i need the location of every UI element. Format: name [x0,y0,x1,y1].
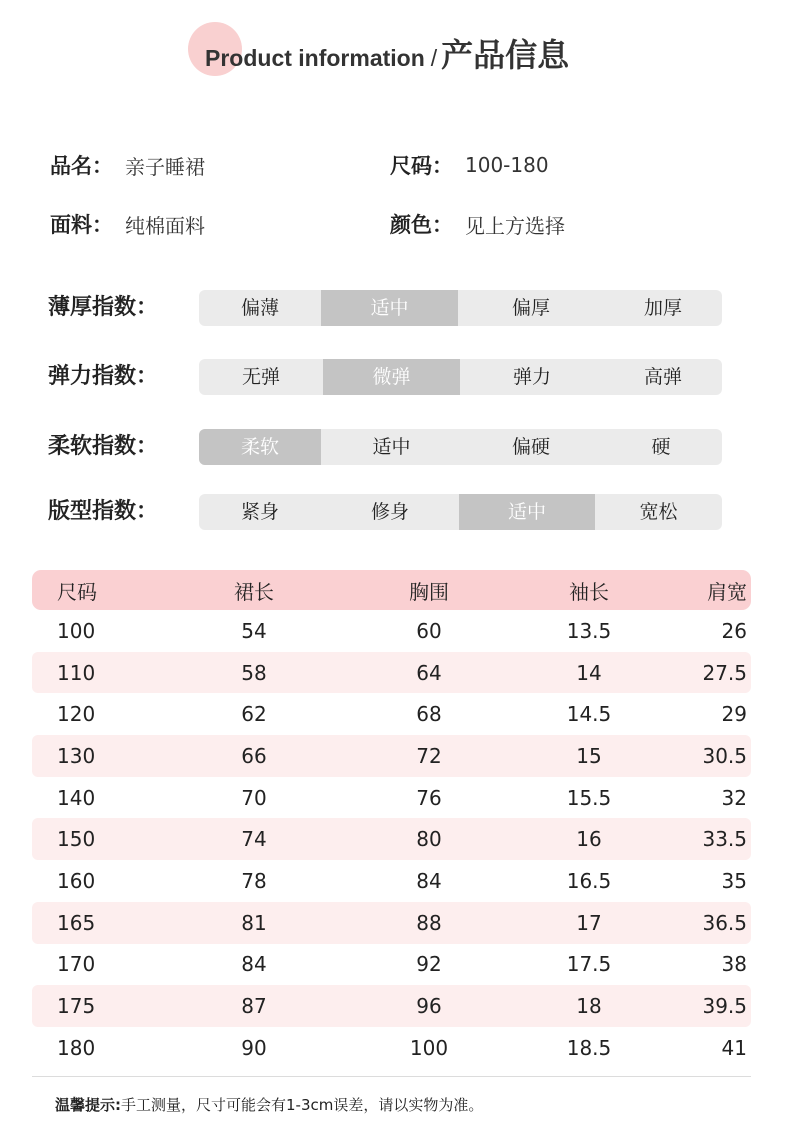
index-scale [199,494,722,530]
table-cell: 41 [721,1035,747,1060]
index-scale [199,359,722,395]
table-cell: 62 [241,702,267,727]
info-colon: ： [92,213,113,237]
table-row [32,777,751,819]
table-header-dress-length: 裙长 [234,579,274,604]
info-item-fabric [50,206,205,242]
table-cell: 84 [241,952,267,977]
index-row-fit [0,493,790,531]
index-option: 弹力 [512,366,551,388]
index-scale [199,429,722,465]
info-value: 100-180 [465,153,549,177]
table-cell: 87 [241,994,267,1019]
info-value: 见上方选择 [465,213,565,238]
table-cell: 100 [409,1035,449,1060]
table-cell: 16.5 [566,868,612,893]
table-cell: 38 [721,952,747,977]
index-option: 适中 [459,494,595,530]
table-cell: 26 [721,618,747,643]
index-option: 高弹 [643,366,682,388]
table-cell: 60 [416,618,442,643]
table-cell: 16 [576,827,602,852]
info-row-2 [0,206,790,242]
table-cell: 81 [241,910,267,935]
table-cell: 78 [241,868,267,893]
table-cell: 160 [57,868,96,893]
table-cell: 14 [576,660,602,685]
tip-text: 手工测量，尺寸可能会有1-3cm误差，请以实物为准。 [121,1096,484,1114]
table-cell: 100 [57,618,96,643]
table-cell: 84 [416,868,442,893]
index-option: 适中 [321,290,458,326]
table-row [32,1027,751,1069]
index-label: 版型指数： [48,499,159,524]
info-colon: ： [432,154,453,178]
index-row-elasticity [0,358,790,396]
table-header-row [32,570,751,610]
index-option: 适中 [372,436,411,458]
info-item-color [390,206,565,242]
table-cell: 17 [576,910,602,935]
table-body [32,610,751,1069]
table-cell: 64 [416,660,442,685]
title-english: Product information [205,45,425,71]
table-header-sleeve-length: 袖长 [569,579,609,604]
table-cell: 96 [416,994,442,1019]
index-option: 微弹 [323,359,460,395]
table-cell: 66 [241,743,267,768]
info-colon: ： [432,213,453,237]
table-cell: 36.5 [702,910,747,935]
table-cell: 70 [241,785,267,810]
tip-note [55,1094,483,1115]
table-row [32,735,751,777]
table-cell: 130 [57,743,96,768]
info-value: 纯棉面料 [125,213,205,238]
table-cell: 58 [241,660,267,685]
table-row [32,652,751,694]
info-label: 颜色 [390,213,432,237]
index-option: 宽松 [639,501,678,523]
info-value: 亲子睡裙 [125,154,205,179]
info-label: 尺码 [390,154,432,178]
table-cell: 13.5 [566,618,612,643]
table-cell: 17.5 [566,952,612,977]
table-row [32,902,751,944]
table-row [32,818,751,860]
info-item-name [50,147,205,183]
title-chinese: 产品信息 [441,36,570,74]
index-option: 加厚 [643,297,682,319]
index-option: 紧身 [240,501,279,523]
info-item-size [390,147,549,183]
page-title [205,30,569,76]
table-cell: 170 [57,952,96,977]
index-option: 偏硬 [511,436,550,458]
divider [32,1076,751,1077]
index-option: 柔软 [199,429,321,465]
index-option: 无弹 [241,366,280,388]
table-cell: 15.5 [566,785,612,810]
index-label: 弹力指数： [48,364,159,389]
info-label: 品名 [50,154,92,178]
table-cell: 72 [416,743,442,768]
info-colon: ： [92,154,113,178]
table-cell: 18.5 [566,1035,612,1060]
title-separator: / [430,45,438,71]
table-cell: 39.5 [702,994,747,1019]
table-cell: 35 [721,868,747,893]
table-cell: 18 [576,994,602,1019]
index-option: 硬 [651,436,671,458]
table-cell: 80 [416,827,442,852]
info-row-1 [0,147,790,183]
table-cell: 90 [241,1035,267,1060]
table-cell: 110 [57,660,96,685]
table-header-size: 尺码 [57,579,97,604]
table-cell: 180 [57,1035,96,1060]
index-option: 偏薄 [240,297,279,319]
table-cell: 30.5 [702,743,747,768]
table-cell: 150 [57,827,96,852]
index-scale [199,290,722,326]
table-cell: 88 [416,910,442,935]
table-header-shoulder-width: 肩宽 [707,579,747,604]
table-cell: 76 [416,785,442,810]
info-label: 面料 [50,213,92,237]
table-cell: 33.5 [702,827,747,852]
tip-label: 温馨提示: [55,1096,121,1114]
table-cell: 175 [57,994,96,1019]
table-row [32,693,751,735]
index-row-thickness [0,289,790,327]
table-row [32,860,751,902]
table-row [32,610,751,652]
table-cell: 140 [57,785,96,810]
table-header-bust: 胸围 [409,579,449,604]
table-cell: 27.5 [702,660,747,685]
table-cell: 74 [241,827,267,852]
size-table [32,570,751,1069]
index-label: 柔软指数： [48,434,159,459]
page-header [0,22,790,76]
table-cell: 165 [57,910,96,935]
table-cell: 120 [57,702,96,727]
index-row-softness [0,428,790,466]
table-cell: 32 [721,785,747,810]
table-cell: 92 [416,952,442,977]
table-cell: 15 [576,743,602,768]
table-cell: 14.5 [566,702,612,727]
table-row [32,944,751,986]
table-cell: 68 [416,702,442,727]
table-row [32,985,751,1027]
table-cell: 54 [241,618,267,643]
index-label: 薄厚指数： [48,295,159,320]
index-option: 偏厚 [511,297,550,319]
table-cell: 29 [721,702,747,727]
index-option: 修身 [370,501,409,523]
